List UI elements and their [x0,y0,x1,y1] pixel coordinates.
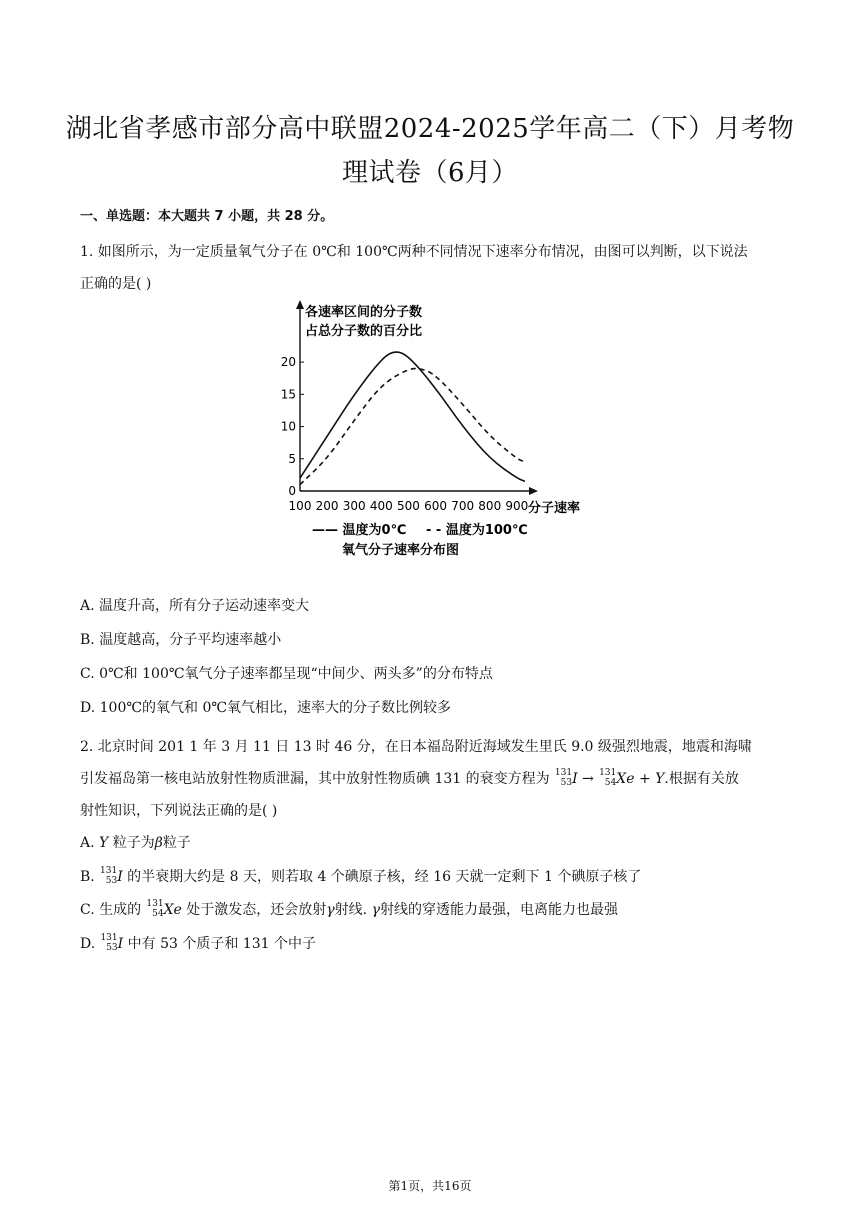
question-2-option-c: C. 生成的 131 54 Xe 处于激发态，还会放射γ射线. γ射线的穿透能力最强，电离能力也最强 [80,899,618,919]
question-2-option-a: A. Y 粒子为β粒子 [80,835,191,851]
x-tick-label: 100 [288,499,312,513]
x-tick-label: 900 [505,499,529,513]
question-2-line2: 引发福岛第一核电站放射性物质泄漏，其中放射性物质碘 131 的衰变方程为 131 53 I → 131 54 Xe + Y.根据有关放 [80,768,739,788]
legend-solid: —— 温度为0℃ [312,523,407,538]
isotope-xe131: 131 54 [146,899,164,919]
question-2-option-b: B. 131 53 I 的半衰期大约是 8 天，则若取 4 个碘原子核，经 16 天就一定剩下 1 个碘原子核了 [80,866,642,886]
y-tick-label: 10 [280,419,296,434]
x-tick-label: 400 [369,499,393,513]
y-axis-label-line2: 占总分子数的百分比 [305,324,423,339]
x-tick-label: 700 [451,499,475,513]
question-1-line2: 正确的是( ) [80,276,152,292]
x-axis-arrow [529,487,538,495]
question-1-stem [80,236,790,300]
question-2-line3: 射性知识，下列说法正确的是( ) [80,803,278,819]
question-1-option-b: B. 温度越高，分子平均速率越小 [80,632,282,648]
y-tick-label: 20 [280,355,296,370]
question-1-line1: 1. 如图所示，为一定质量氧气分子在 0℃和 100℃两种不同情况下速率分布情况，由图可以判断，以下说法 [80,244,748,260]
x-tick-label: 800 [478,499,502,513]
question-1-option-a: A. 温度升高，所有分子运动速率变大 [80,598,310,614]
y-tick-label: 0 [288,484,296,498]
isotope-i131: 131 53 [100,866,118,886]
x-tick-label: 200 [315,499,339,513]
question-1-option-c: C. 0℃和 100℃氧气分子速率都呈现“中间少、两头多”的分布特点 [80,666,493,682]
section-heading: 一、单选题：本大题共 7 小题，共 28 分。 [80,209,334,224]
exam-title-line1: 湖北省孝感市部分高中联盟2024-2025学年高二（下）月考物 [65,114,795,144]
question-1-option-d: D. 100℃的氧气和 0℃氧气相比，速率大的分子数比例较多 [80,700,452,716]
isotope-i131: 131 53 [100,933,118,953]
exam-title-line2: 理试卷（6月） [341,158,519,188]
question-2-stem [80,731,790,827]
x-tick-label: 500 [396,499,420,513]
isotope-xe131: 131 54 [599,768,617,788]
speed-distribution-chart [270,296,600,561]
y-tick-label: 15 [280,387,296,402]
y-axis-label-line1: 各速率区间的分子数 [305,305,423,320]
isotope-i131: 131 53 [554,768,573,788]
x-tick-label: 300 [342,499,366,513]
page-footer: 第1页，共16页 [388,1179,472,1193]
series-0c-line [300,352,525,481]
chart-title: 氧气分子速率分布图 [342,543,460,558]
legend-dashed: - - 温度为100℃ [426,523,528,538]
y-axis-arrow [296,300,304,309]
question-2-line1: 2. 北京时间 201 1 年 3 月 11 日 13 时 46 分，在日本福岛附近海域发生里氏 9.0 级强烈地震，地震和海啸 [80,739,752,755]
y-tick-label: 5 [288,451,296,466]
x-tick-label: 600 [424,499,447,513]
x-axis-label: 分子速率 [528,501,581,516]
question-2-option-d: D. 131 53 I 中有 53 个质子和 131 个中子 [80,933,316,953]
